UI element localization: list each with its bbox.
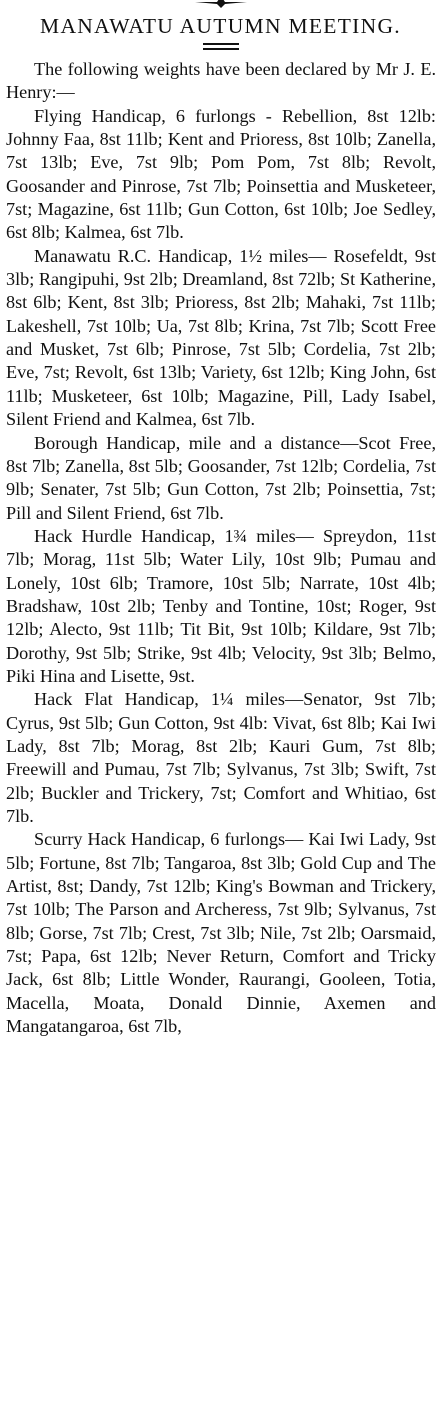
paragraph-hack-flat-handicap: Hack Flat Handicap, 1¼ miles—Senator, 9st 7lb; Cyrus, 9st 5lb; Gun Cotton, 9st 4lb: Vivat, 6st 8lb; Kai Iwi Lady, 8st 7lb; Morag, 8st 2lb; Kauri Gum, 7st 8lb; Freewill and Pumau, 7st 7lb; Sylvanus, 7st 3lb; Swift, 7st 2lb; Buckler and Trickery, 7st; Comfort and Whitiao, 6st 7lb. <box>6 689 436 826</box>
paragraph-borough-handicap: Borough Handicap, mile and a distance—Scot Free, 8st 7lb; Zanella, 8st 5lb; Goosander, 7st 12lb; Cordelia, 7st 9lb; Senater, 7st 5lb; Gun Cotton, 7st 2lb; Poinsettia, 7st; Pill and Silent Friend, 6st 7lb. <box>6 432 436 523</box>
article-body <box>6 58 436 1038</box>
paragraph-hack-hurdle-handicap: Hack Hurdle Handicap, 1¾ miles— Spreydon, 11st 7lb; Morag, 11st 5lb; Water Lily, 10st 9lb; Pumau and Lonely, 10st 6lb; Tramore, 10st 5lb; Narrate, 10st 4lb; Bradshaw, 10st 2lb; Tenby and Tontine, 10st; Roger, 9st 12lb; Alecto, 9st 11lb; Tit Bit, 9st 10lb; Kildare, 9st 7lb; Dorothy, 9st 5lb; Strike, 9st 4lb; Velocity, 9st 3lb; Belmo, Piki Hina and Lisette, 9st. <box>6 525 436 686</box>
article-headline: MANAWATU AUTUMN MEETING. <box>40 14 401 38</box>
paragraph-manawatu-rc-handicap: Manawatu R.C. Handicap, 1½ miles— Rosefeldt, 9st 3lb; Rangipuhi, 9st 2lb; Dreamland, 8st 72lb; St Katherine, 8st 6lb; Kent, 8st 3lb; Prioress, 8st 2lb; Mahaki, 7st 11lb; Lakeshell, 7st 10lb; Ua, 7st 8lb; Krina, 7st 7lb; Scott Free and Musket, 7st 6lb; Pinrose, 7st 5lb; Cordelia, 7st 2lb; Eve, 7st; Revolt, 6st 13lb; Variety, 6st 12lb; King John, 6st 11lb; Musketeer, 6st 10lb; Magazine, Pill, Lady Isabel, Silent Friend and Kalmea, 6st 7lb. <box>6 245 436 430</box>
headline-rule <box>203 43 239 51</box>
paragraph-intro: The following weights have been declared by Mr J. E. Henry:— <box>6 59 436 103</box>
ornament-icon <box>191 0 251 8</box>
paragraph-flying-handicap: Flying Handicap, 6 furlongs - Rebellion, 8st 12lb: Johnny Faa, 8st 11lb; Kent and Prioress, 8st 10lb; Zanella, 7st 13lb; Eve, 7st 9lb; Pom Pom, 7st 8lb; Revolt, Goosander and Pinrose, 7st 7lb; Poinsettia and Musketeer, 7st; Magazine, 6st 11lb; Gun Cotton, 6st 10lb; Joe Sedley, 6st 8lb; Kalmea, 6st 7lb. <box>6 105 436 243</box>
ornament-divider <box>0 0 441 11</box>
paragraph-scurry-hack-handicap: Scurry Hack Handicap, 6 furlongs— Kai Iwi Lady, 9st 5lb; Fortune, 8st 7lb; Tangaroa, 8st 3lb; Gold Cup and The Artist, 8st; Dandy, 7st 12lb; King's Bowman and Trickery, 7st 10lb; The Parson and Archeress, 7st 9lb; Sylvanus, 7st 8lb; Gorse, 7st 7lb; Crest, 7st 3lb; Nile, 7st 2lb; Oarsmaid, 7st; Papa, 6st 12lb; Never Return, Comfort and Tricky Jack, 6st 8lb; Little Wonder, Raurangi, Gooleen, Totia, Macella, Moata, Donald Dinnie, Axemen and Mangatangaroa, 6st 7lb, <box>6 829 436 1037</box>
